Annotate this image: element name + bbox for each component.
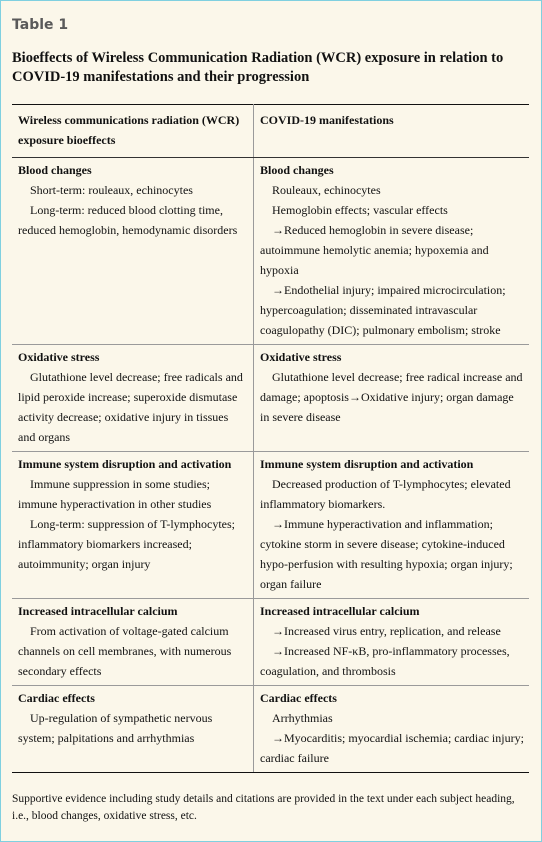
table-row — [12, 158, 529, 345]
row-heading: Blood changes — [260, 163, 334, 177]
row-heading: Cardiac effects — [260, 691, 337, 705]
row-heading: Oxidative stress — [18, 350, 100, 364]
table-row — [12, 345, 529, 452]
cell-line: Long-term: reduced blood clotting time, reduced hemoglobin, hemodynamic disorders — [18, 203, 238, 237]
covid-cell — [254, 452, 530, 599]
cell-line: Arrhythmias — [272, 711, 333, 725]
row-heading: Increased intracellular calcium — [260, 604, 420, 618]
cell-line: →Immune hyperactivation and inflammation; cytokine storm in severe disease; cytokine-induced hypo-perfusion with resulting hypoxia; organ injury; organ failure — [260, 517, 513, 591]
covid-cell — [254, 686, 530, 773]
covid-cell — [254, 158, 530, 345]
table-row — [12, 686, 529, 773]
cell-line: →Reduced hemoglobin in severe disease; autoimmune hemolytic anemia; hypoxemia and hypoxia — [260, 223, 489, 277]
table-header-row — [12, 105, 529, 158]
wcr-cell — [12, 452, 254, 599]
cell-line: Long-term: suppression of T-lymphocytes; inflammatory biomarkers increased; autoimmunity; organ injury — [18, 517, 235, 571]
wcr-cell — [12, 345, 254, 452]
column-header-wcr: Wireless communications radiation (WCR) exposure bioeffects — [12, 105, 254, 158]
row-heading: Increased intracellular calcium — [18, 604, 178, 618]
cell-line: →Increased NF-κB, pro-inflammatory processes, coagulation, and thrombosis — [260, 644, 510, 678]
cell-line: Up-regulation of sympathetic nervous system; palpitations and arrhythmias — [18, 711, 213, 745]
wcr-cell — [12, 686, 254, 773]
cell-line: From activation of voltage-gated calcium channels on cell membranes, with numerous secondary effects — [18, 624, 232, 678]
table-title: Bioeffects of Wireless Communication Radiation (WCR) exposure in relation to COVID-19 manifestations and their progression — [12, 50, 504, 85]
cell-line: Hemoglobin effects; vascular effects — [272, 203, 448, 217]
cell-line: →Myocarditis; myocardial ischemia; cardiac injury; cardiac failure — [260, 731, 524, 765]
row-heading: Cardiac effects — [18, 691, 95, 705]
cell-line: Immune suppression in some studies; immune hyperactivation in other studies — [18, 477, 212, 511]
cell-line: Glutathione level decrease; free radical increase and damage; apoptosis→Oxidative injury; organ damage in severe disease — [260, 370, 523, 424]
cell-line: →Increased virus entry, replication, and release — [272, 624, 501, 638]
cell-line: Glutathione level decrease; free radicals and lipid peroxide increase; superoxide dismutase activity decrease; oxidative injury in tissues and organs — [18, 370, 243, 444]
column-header-covid: COVID-19 manifestations — [254, 105, 530, 158]
row-heading: Immune system disruption and activation — [18, 457, 232, 471]
bioeffects-table — [12, 104, 529, 773]
table-row — [12, 599, 529, 686]
cell-line: Decreased production of T-lymphocytes; elevated inflammatory biomarkers. — [260, 477, 511, 511]
wcr-cell — [12, 599, 254, 686]
table-row — [12, 452, 529, 599]
table-label: Table 1 — [12, 17, 69, 33]
wcr-cell — [12, 158, 254, 345]
covid-cell — [254, 599, 530, 686]
table-footnote: Supportive evidence including study details and citations are provided in the text under each subject heading, i.e., blood changes, oxidative stress, etc. — [12, 793, 515, 822]
cell-line: Short-term: rouleaux, echinocytes — [30, 183, 193, 197]
row-heading: Oxidative stress — [260, 350, 342, 364]
covid-cell — [254, 345, 530, 452]
row-heading: Immune system disruption and activation — [260, 457, 474, 471]
cell-line: Rouleaux, echinocytes — [272, 183, 381, 197]
row-heading: Blood changes — [18, 163, 92, 177]
cell-line: →Endothelial injury; impaired microcirculation; hypercoagulation; disseminated intravascular coagulopathy (DIC); pulmonary embolism; stroke — [260, 283, 506, 337]
